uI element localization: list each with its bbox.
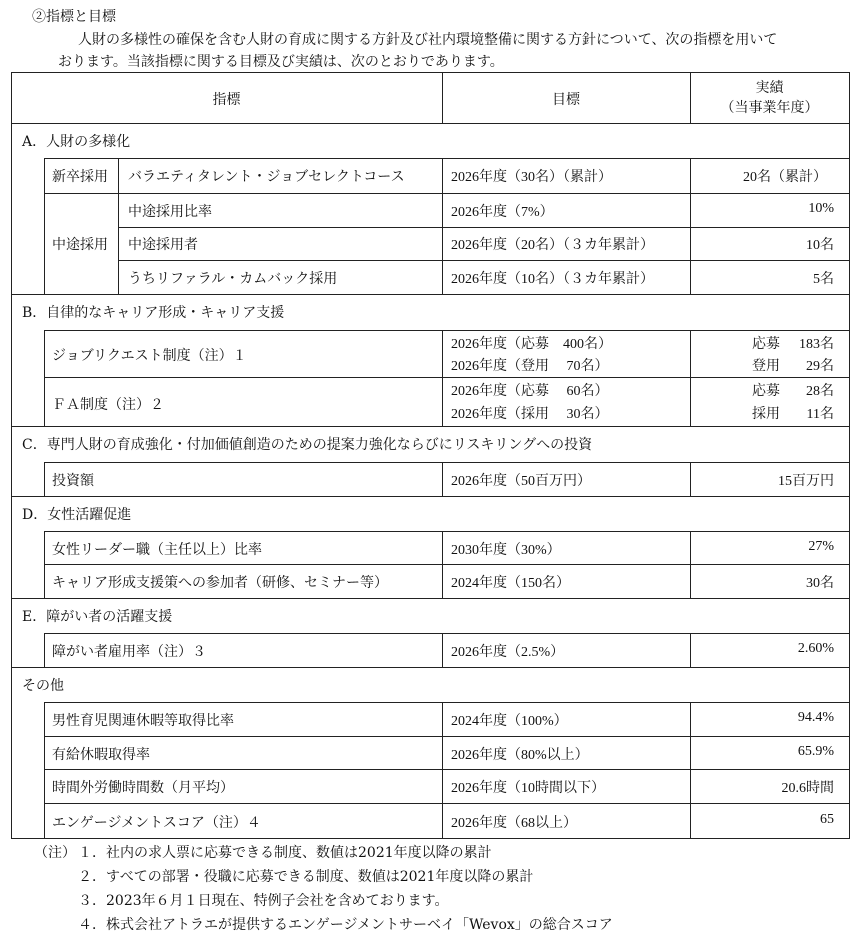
row-target: 2024年度（150名） — [451, 576, 570, 591]
row-indicator: バラエティタレント・ジョブセレクトコース — [128, 169, 405, 185]
row-target: 2026年度（10名）（３カ年累計） — [451, 272, 654, 287]
row-result-value-1: 28名 — [806, 384, 834, 399]
row-target: 2026年度（30名）（累計） — [451, 170, 612, 185]
row-result: 10名 — [806, 238, 834, 253]
section-b-title: B．自律的なキャリア形成・キャリア支援 — [22, 305, 285, 321]
row-target: 2030年度（30%） — [451, 543, 561, 558]
row-indicator: 男性育児関連休暇等取得比率 — [52, 713, 234, 729]
row-indicator: ジョブリクエスト制度（注）１ — [52, 348, 247, 364]
row-result-label-2: 登用 — [752, 358, 780, 374]
row-target-1: 2026年度（応募 400名） — [451, 337, 612, 352]
note-item: １．社内の求人票に応募できる制度、数値は2021年度以降の累計 — [78, 845, 492, 861]
row-result-value-2: 29名 — [806, 359, 834, 374]
row-result: 27% — [808, 539, 834, 554]
row-result-label-1: 応募 — [752, 336, 780, 352]
note-item: ４．株式会社アトラエが提供するエンゲージメントサーベイ「Wevox」の総合スコア — [78, 917, 613, 933]
row-target: 2026年度（68以上） — [451, 816, 577, 831]
row-indicator: うちリファラル・カムバック採用 — [128, 271, 338, 287]
row-target: 2026年度（80%以上） — [451, 748, 589, 763]
row-result: 2.60% — [797, 641, 834, 656]
row-target: 2026年度（10時間以下） — [451, 781, 605, 796]
row-indicator: 時間外労働時間数（月平均） — [52, 780, 234, 796]
row-result-value-1: 183名 — [799, 337, 834, 352]
note-item: ３．2023年６月１日現在、特例子会社を含めております。 — [78, 893, 449, 909]
row-result: 65 — [820, 812, 834, 827]
section-c-title: C．専門人財の育成強化・付加価値創造のための提案力強化ならびにリスキリングへの投資 — [22, 437, 593, 453]
row-result: 15百万円 — [778, 474, 834, 489]
intro-text-line2: おります。当該指標に関する目標及び実績は、次のとおりであります。 — [58, 54, 504, 70]
row-target-1: 2026年度（応募 60名） — [451, 384, 609, 399]
row-result-value-2: 11名 — [806, 407, 834, 422]
row-result: 10% — [808, 201, 834, 216]
section-a-title: A．人財の多様化 — [22, 134, 131, 150]
row-indicator: 女性リーダー職（主任以上）比率 — [52, 542, 262, 558]
row-indicator: 障がい者雇用率（注）３ — [52, 644, 206, 660]
row-target: 2026年度（2.5%） — [451, 645, 565, 660]
section-other-title: その他 — [22, 678, 64, 694]
header-indicator: 指標 — [212, 92, 241, 108]
row-result: 20名（累計） — [743, 170, 827, 185]
header-result-sub: （当事業年度） — [720, 100, 819, 116]
row-result: 30名 — [806, 576, 834, 591]
row-target: 2026年度（7%） — [451, 205, 554, 220]
section-e-title: E．障がい者の活躍支援 — [22, 609, 173, 625]
row-indicator: キャリア形成支援策への参加者（研修、セミナー等） — [52, 575, 388, 591]
intro-text-line1: 人財の多様性の確保を含む人財の育成に関する方針及び社内環境整備に関する方針について、次の指標を用いて — [78, 32, 778, 48]
row-target: 2024年度（100%） — [451, 714, 568, 729]
group-midcareer: 中途採用 — [52, 237, 108, 253]
row-indicator: 中途採用比率 — [128, 204, 212, 220]
row-indicator: 中途採用者 — [128, 237, 198, 253]
row-result: 5名 — [813, 272, 834, 287]
section-d-title: D．女性活躍促進 — [22, 507, 132, 523]
row-result-label-1: 応募 — [752, 383, 780, 399]
row-result-label-2: 採用 — [752, 406, 780, 422]
note-item: ２．すべての部署・役職に応募できる制度、数値は2021年度以降の累計 — [78, 869, 534, 885]
header-result: 実績 — [755, 80, 784, 96]
header-target: 目標 — [552, 92, 580, 108]
row-target-2: 2026年度（登用 70名） — [451, 359, 609, 374]
row-target-2: 2026年度（採用 30名） — [451, 407, 609, 422]
row-target: 2026年度（50百万円） — [451, 474, 591, 489]
row-target: 2026年度（20名）（３カ年累計） — [451, 238, 654, 253]
section-heading: ②指標と目標 — [32, 9, 116, 25]
row-result: 20.6時間 — [781, 781, 834, 796]
row-indicator: エンゲージメントスコア（注）４ — [52, 815, 261, 831]
group-newgrad: 新卒採用 — [52, 169, 108, 185]
row-result: 94.4% — [797, 710, 834, 725]
row-indicator: 投資額 — [52, 473, 94, 489]
row-indicator: ＦＡ制度（注）２ — [52, 397, 164, 413]
notes-prefix: （注） — [34, 845, 76, 861]
row-result: 65.9% — [797, 744, 834, 759]
row-indicator: 有給休暇取得率 — [52, 747, 150, 763]
